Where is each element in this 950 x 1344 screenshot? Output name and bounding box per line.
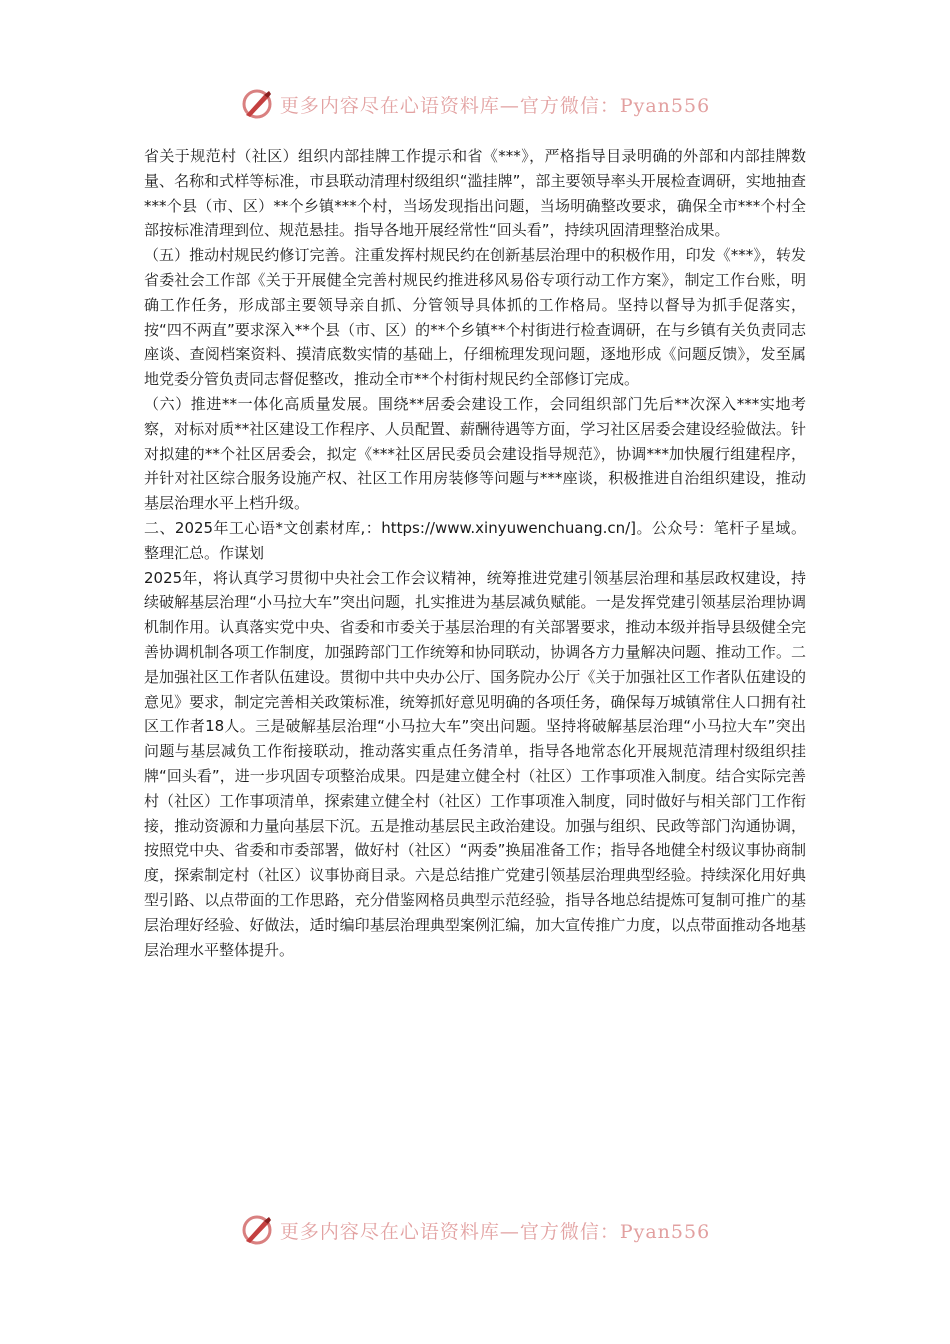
body-paragraph: 省关于规范村（社区）组织内部挂牌工作提示和省《***》，严格指导目录明确的外部和内部挂牌数量、名称和式样等标准，市县联动清理村级组织“滥挂牌”，部主要领导率头开展检查调研，实地抽查***个县（市、区）**个乡镇***个村，当场发现指出问题，当场明确整改要求，确保全市***个村全部按标准清理到位、规范悬挂。指导各地开展经常性“回头看”，持续巩固清理整治成果。	[144, 147, 806, 240]
header-banner-text: 更多内容尽在心语资料库—官方微信：Pyan556	[279, 94, 711, 117]
brush-pen-logo-icon	[240, 1213, 274, 1247]
header-watermark-banner	[0, 84, 950, 124]
footer-banner-text: 更多内容尽在心语资料库—官方微信：Pyan556	[279, 1220, 711, 1243]
section-heading: 二、2025年工心语*文创素材库,：https://www.xinyuwenchuang.cn/]。公众号：笔杆子星域。整理汇总。作谋划	[144, 518, 806, 562]
footer-watermark-banner	[0, 1210, 950, 1250]
document-body	[144, 144, 806, 962]
body-paragraph: （六）推进**一体化高质量发展。围绕**居委会建设工作，会同组织部门先后**次深入***实地考察，对标对质**社区建设工作程序、人员配置、薪酬待遇等方面，学习社区居委会建设经验做法。针对拟建的**个社区居委会，拟定《***社区居民委员会建设指导规范》，协调***加快履行组建程序，并针对社区综合服务设施产权、社区工作用房装修等问题与***座谈，积极推进自治组织建设，推动基层治理水平上档升级。	[144, 394, 806, 513]
body-paragraph: （五）推动村规民约修订完善。注重发挥村规民约在创新基层治理中的积极作用，印发《***》，转发省委社会工作部《关于开展健全完善村规民约推进移风易俗专项行动工作方案》，制定工作台账，明确工作任务，形成部主要领导亲自抓、分管领导具体抓的工作格局。坚持以督导为抓手促落实，按“四不两直”要求深入**个县（市、区）的**个乡镇**个村街进行检查调研，在与乡镇有关负责同志座谈、查阅档案资料、摸清底数实情的基础上，仔细梳理发现问题，逐地形成《问题反馈》，发至属地党委分管负责同志督促整改，推动全市**个村街村规民约全部修订完成。	[144, 246, 806, 389]
body-paragraph: 2025年，将认真学习贯彻中央社会工作会议精神，统筹推进党建引领基层治理和基层政权建设，持续破解基层治理“小马拉大车”突出问题，扎实推进为基层减负赋能。一是发挥党建引领基层治理协调机制作用。认真落实党中央、省委和市委关于基层治理的有关部署要求，推动本级并指导县级健全完善协调机制各项工作制度，加强跨部门工作统筹和协同联动，协调各方力量解决问题、推动工作。二是加强社区工作者队伍建设。贯彻中共中央办公厅、国务院办公厅《关于加强社区工作者队伍建设的意见》要求，制定完善相关政策标准，统筹抓好意见明确的各项任务，确保每万城镇常住人口拥有社区工作者18人。三是破解基层治理“小马拉大车”突出问题。坚持将破解基层治理“小马拉大车”突出问题与基层减负工作衔接联动，推动落实重点任务清单，指导各地常态化开展规范清理村级组织挂牌“回头看”，进一步巩固专项整治成果。四是建立健全村（社区）工作事项准入制度。结合实际完善村（社区）工作事项清单，探索建立健全村（社区）工作事项准入制度，同时做好与相关部门工作衔接，推动资源和力量向基层下沉。五是推动基层民主政治建设。加强与组织、民政等部门沟通协调，按照党中央、省委和市委部署，做好村（社区）“两委”换届准备工作；指导各地健全村级议事协商制度，探索制定村（社区）议事协商目录。六是总结推广党建引领基层治理典型经验。持续深化用好典型引路、以点带面的工作思路，充分借鉴网格员典型示范经验，指导各地总结提炼可复制可推广的基层治理好经验、好做法，适时编印基层治理典型案例汇编，加大宣传推广力度，以点带面推动各地基层治理水平整体提升。	[144, 568, 806, 959]
brush-pen-logo-icon	[240, 87, 274, 121]
